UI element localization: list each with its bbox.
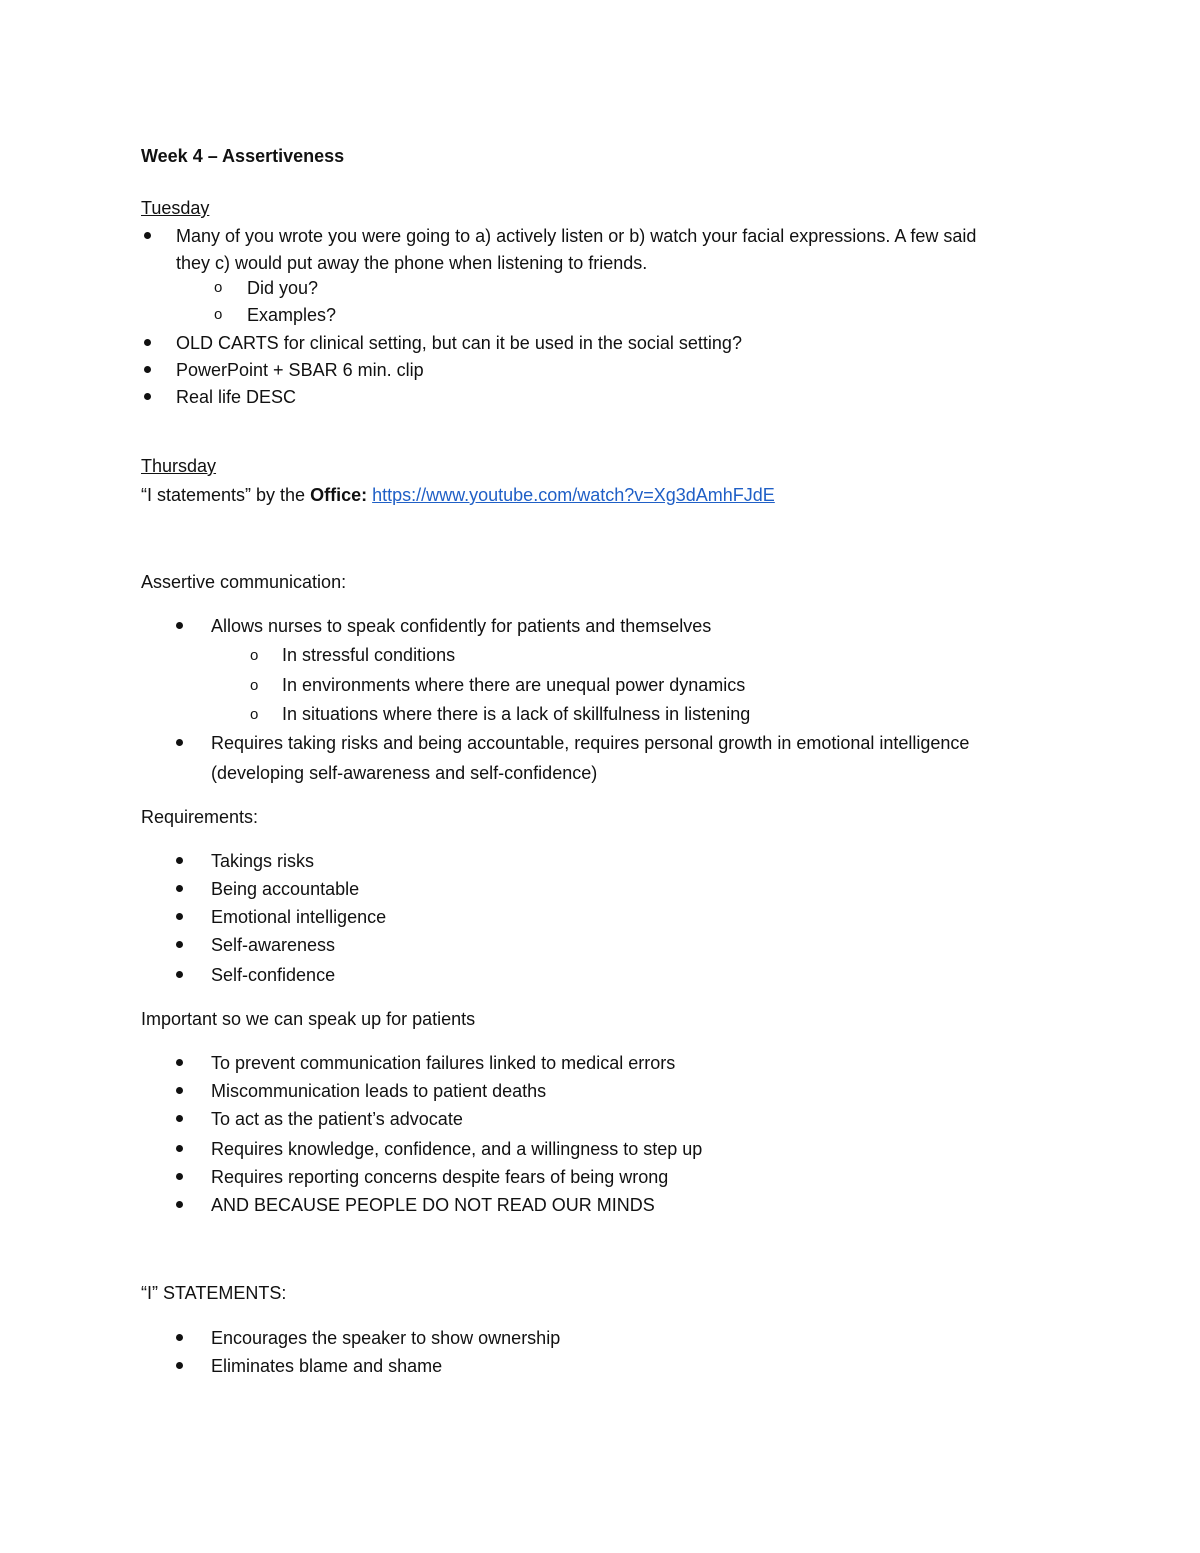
requirement-item: Self-confidence	[211, 965, 336, 985]
bullet-icon	[176, 622, 183, 629]
i-statement-item: Encourages the speaker to show ownership	[211, 1328, 561, 1348]
bullet-icon	[176, 971, 183, 978]
bullet-icon	[176, 1201, 183, 1208]
important-item: AND BECAUSE PEOPLE DO NOT READ OUR MINDS	[211, 1195, 655, 1215]
bullet-icon	[176, 1173, 183, 1180]
bullet-icon	[176, 885, 183, 892]
thursday-heading: Thursday	[141, 456, 217, 476]
assertive-sub-2: In environments where there are unequal power dynamics	[282, 675, 746, 695]
office-label: Office:	[310, 485, 368, 505]
requirement-item: Being accountable	[211, 879, 360, 899]
tuesday-bullet-1: Many of you wrote you were going to a) actively listen or b) watch your facial expressions. A few said	[176, 226, 977, 246]
bullet-icon	[176, 1115, 183, 1122]
tuesday-bullet-1-cont: they c) would put away the phone when listening to friends.	[176, 253, 648, 273]
bullet-icon	[176, 1334, 183, 1341]
requirement-item: Takings risks	[211, 851, 315, 871]
bullet-icon	[176, 1145, 183, 1152]
assertive-bullet-2: Requires taking risks and being accountable, requires personal growth in emotional intelligence	[211, 733, 970, 753]
bullet-icon	[176, 1059, 183, 1066]
bullet-icon	[176, 913, 183, 920]
tuesday-bullet-2: OLD CARTS for clinical setting, but can it be used in the social setting?	[176, 333, 742, 353]
bullet-icon	[144, 393, 151, 400]
important-item: Requires reporting concerns despite fears of being wrong	[211, 1167, 669, 1187]
sub-bullet-icon: o	[250, 677, 259, 694]
important-item: To act as the patient’s advocate	[211, 1109, 463, 1129]
sub-bullet-icon: o	[214, 306, 223, 323]
bullet-icon	[144, 366, 151, 373]
tuesday-heading: Tuesday	[141, 198, 210, 218]
bullet-icon	[176, 941, 183, 948]
assertive-sub-1: In stressful conditions	[282, 645, 456, 665]
important-item: To prevent communication failures linked to medical errors	[211, 1053, 676, 1073]
important-item: Requires knowledge, confidence, and a willingness to step up	[211, 1139, 703, 1159]
assertive-bullet-2-cont: (developing self-awareness and self-confidence)	[211, 763, 598, 783]
important-heading: Important so we can speak up for patients	[141, 1009, 476, 1029]
i-statements-heading: “I” STATEMENTS:	[141, 1283, 287, 1303]
requirement-item: Emotional intelligence	[211, 907, 387, 927]
bullet-icon	[176, 1362, 183, 1369]
tuesday-bullet-4: Real life DESC	[176, 387, 297, 407]
thursday-text: “I statements” by the	[141, 485, 311, 505]
bullet-icon	[144, 232, 151, 239]
requirements-heading: Requirements:	[141, 807, 259, 827]
youtube-link[interactable]: https://www.youtube.com/watch?v=Xg3dAmhFJdE	[372, 485, 775, 505]
sub-bullet-icon: o	[250, 647, 259, 664]
important-item: Miscommunication leads to patient deaths	[211, 1081, 547, 1101]
bullet-icon	[176, 857, 183, 864]
tuesday-bullet-3: PowerPoint + SBAR 6 min. clip	[176, 360, 424, 380]
bullet-icon	[176, 1087, 183, 1094]
tuesday-sub-2: Examples?	[247, 305, 337, 325]
sub-bullet-icon: o	[250, 706, 259, 723]
document-title: Week 4 – Assertiveness	[141, 146, 345, 166]
assertive-heading: Assertive communication:	[141, 572, 347, 592]
bullet-icon	[176, 739, 183, 746]
assertive-sub-3: In situations where there is a lack of skillfulness in listening	[282, 704, 751, 724]
assertive-bullet-1: Allows nurses to speak confidently for patients and themselves	[211, 616, 712, 636]
thursday-line	[141, 484, 775, 506]
bullet-icon	[144, 339, 151, 346]
requirement-item: Self-awareness	[211, 935, 336, 955]
i-statement-item: Eliminates blame and shame	[211, 1356, 443, 1376]
sub-bullet-icon: o	[214, 279, 223, 296]
tuesday-sub-1: Did you?	[247, 278, 319, 298]
